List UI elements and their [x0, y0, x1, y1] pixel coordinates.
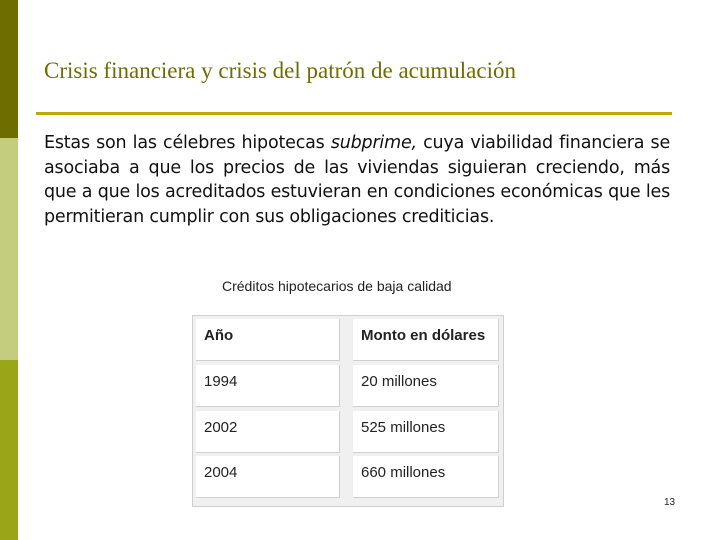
- sidebar-block-bottom: [0, 360, 18, 540]
- sidebar-block-top: [0, 0, 18, 138]
- title-underline: [36, 112, 672, 115]
- page-number: 13: [664, 497, 676, 508]
- table-cell-year: 2004: [196, 456, 340, 498]
- table-header-amount: Monto en dólares: [353, 319, 499, 361]
- table-cell-amount: 20 millones: [353, 365, 499, 407]
- table-cell-amount: 525 millones: [353, 411, 499, 453]
- sidebar-block-middle: [0, 138, 18, 360]
- sidebar-decoration: [0, 0, 18, 540]
- table-cell-year: 1994: [196, 365, 340, 407]
- slide-title: Crisis financiera y crisis del patrón de acumulación: [44, 58, 516, 83]
- table-title: Créditos hipotecarios de baja calidad: [222, 278, 452, 294]
- body-paragraph: [44, 131, 670, 229]
- data-table: [192, 315, 504, 507]
- body-text-part2: cuya viabilidad financiera se asociaba a que los precios de las viviendas siguieran creciendo, más que a que los acreditados estuvieran en condiciones económicas que les permitieran cumplir con sus obligaciones crediticias.: [44, 133, 671, 227]
- table-header-year: Año: [196, 319, 340, 361]
- body-text-part1: Estas son las célebres hipotecas: [44, 133, 331, 153]
- body-text-emphasis: subprime,: [330, 133, 417, 153]
- table-cell-year: 2002: [196, 411, 340, 453]
- table-cell-amount: 660 millones: [353, 456, 499, 498]
